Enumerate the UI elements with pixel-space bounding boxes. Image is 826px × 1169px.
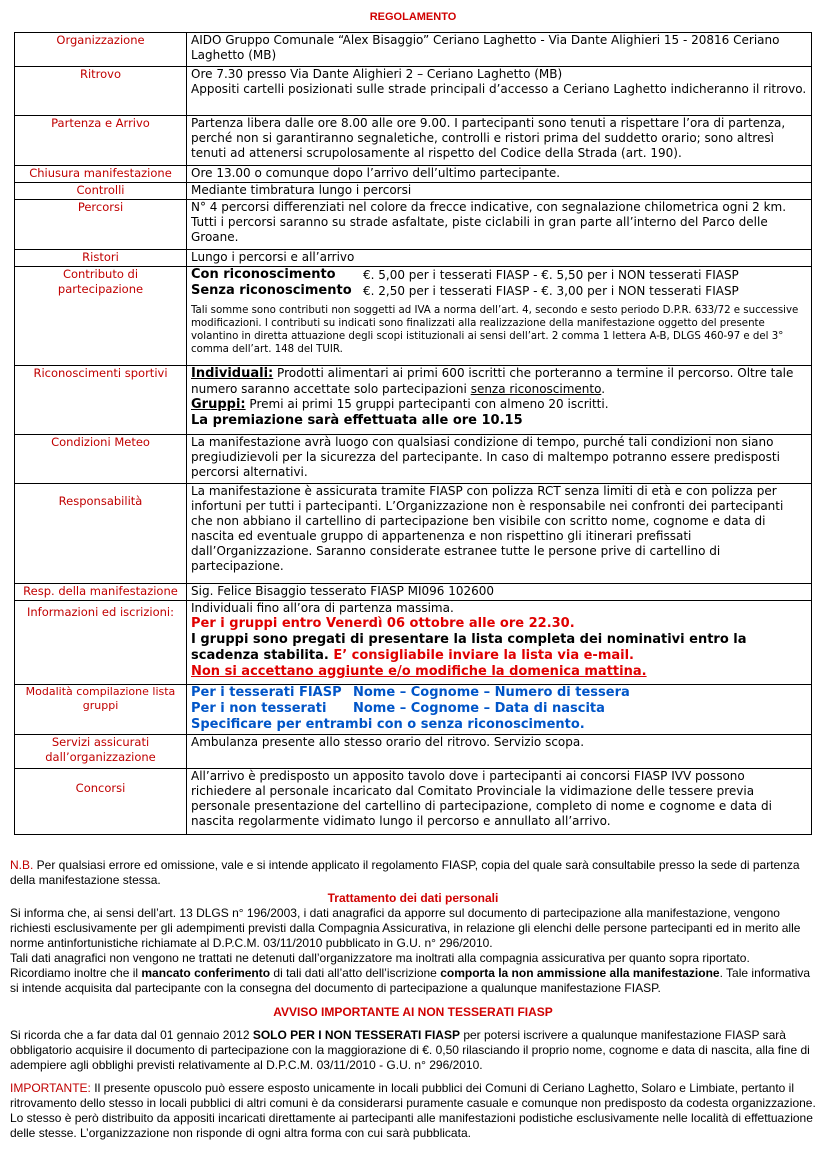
privacy-p3-d: comporta la non ammissione alla manifestazione	[440, 966, 720, 980]
modalita-r1-label: Per i tesserati FIASP	[191, 685, 342, 700]
row-label: Contributo di partecipazione	[15, 267, 187, 366]
table-row	[15, 435, 812, 484]
modalita-r2-value: Nome – Cognome – Data di nascita	[353, 701, 605, 716]
table-row	[15, 366, 812, 435]
informazioni-line-3	[191, 632, 807, 664]
privacy-heading: Trattamento dei dati personali	[327, 891, 499, 905]
row-label: Informazioni ed iscrizioni:	[15, 601, 187, 685]
gruppi-label: Gruppi:	[191, 397, 246, 412]
row-value: Ambulanza presente allo stesso orario del ritrovo. Servizio scopa.	[187, 735, 812, 769]
informazioni-line-3-email: E’ consigliabile inviare la lista via e-mail.	[328, 648, 634, 663]
avviso-heading: AVVISO IMPORTANTE AI NON TESSERATI FIASP	[273, 1005, 553, 1019]
row-label: Modalità compilazione lista gruppi	[15, 685, 187, 735]
row-value: Sig. Felice Bisaggio tesserato FIASP MI096 102600	[187, 584, 812, 601]
row-value	[187, 685, 812, 735]
regolamento-table	[14, 32, 812, 835]
row-value	[187, 366, 812, 435]
row-label: Concorsi	[15, 769, 187, 835]
row-value: La manifestazione avrà luogo con qualsiasi condizione di tempo, purché tali condizioni non siano pregiudizievoli per la sicurezza del partecipante. In caso di maltempo potranno essere predisposti percorsi alternativi.	[187, 435, 812, 484]
modalita-row-1	[191, 685, 807, 701]
table-row	[15, 166, 812, 183]
modalita-r1-value: Nome – Cognome – Numero di tessera	[353, 685, 630, 700]
row-label: Condizioni Meteo	[15, 435, 187, 484]
nb-note	[10, 858, 816, 888]
premiazione: La premiazione sarà effettuata alle ore 10.15	[191, 413, 523, 428]
table-row	[15, 685, 812, 735]
table-row	[15, 200, 812, 250]
avviso-p1-b: SOLO PER I NON TESSERATI FIASP	[252, 1028, 460, 1042]
contributo-note: Tali somme sono contributi non soggetti ad IVA a norma dell’art. 4, secondo e sesto periodo D.P.R. 633/72 e successive modificazioni. I contributi su indicati sono finalizzati alla realizzazione della manifestazione oggetto del presente volantino in diretta attuazione degli scopi istituzionali ai sensi dell’art. 2 comma 1 lettera A-B, DLGS 460-97 e del 3° comma dell’art. 148 del TUIR.	[191, 305, 799, 355]
document-title: REGOLAMENTO	[369, 11, 457, 23]
gruppi-text: Premi ai primi 15 gruppi partecipanti con almeno 20 iscritti.	[245, 397, 609, 411]
privacy-p3-a: Ricordiamo inoltre che il	[10, 966, 142, 980]
row-value: AIDO Gruppo Comunale “Alex Bisaggio” Ceriano Laghetto - Via Dante Alighieri 15 - 20816 Ceriano Laghetto (MB)	[187, 33, 812, 67]
table-row	[15, 601, 812, 685]
contributo-senza	[191, 283, 807, 299]
row-value: All’arrivo è predisposto un apposito tavolo dove i partecipanti ai concorsi FIASP IVV possono richiedere al personale incaricato dal Comitato Provinciale la vidimazione delle tessere previa personale presentazione del cartellino di partecipazione, completo di nome e cognome e data di nascita regolarmente vidimato lungo il percorso e annullato all’arrivo.	[187, 769, 812, 835]
privacy-p2: Tali dati anagrafici non vengono ne trattati ne detenuti dall’organizzatore ma inoltrati alla compagnia assicurativa per quanto sopra riportato.	[10, 951, 750, 965]
table-row	[15, 250, 812, 267]
importante-text: Il presente opuscolo può essere esposto unicamente in locali pubblici dei Comuni di Ceriano Laghetto, Solaro e Limbiate, pertanto il ritrovamento dello stesso in locali pubblici di altri comuni è da considerarsi puramente casuale e comunque non predisposto da codesta organizzazione. Lo stesso è però distribuito da appositi incaricati direttamente ai partecipanti alle manifestazioni podistiche esclusivamente nelle località di effettuazione delle stesse. L’organizzazione non risponde di ogni altra forma con cui sarà pubblicata.	[10, 1081, 816, 1140]
informazioni-line-3-text: I gruppi sono pregati di presentare la lista completa dei nominativi entro la scadenza stabilita.	[191, 632, 747, 663]
modalita-row-3: Specificare per entrambi con o senza riconoscimento.	[191, 717, 585, 732]
privacy-p1: Si informa che, ai sensi dell’art. 13 DLGS n° 196/2003, i dati anagrafici da apporre sul documento di partecipazione alla manifestazione, vengono richiesti esclusivamente per gli adempimenti previsti dalla Compagnia Assicurativa, in relazione gli elenchi delle persone partecipanti ed in merito alle norme antinfortunistiche richiamate al D.P.C.M. 03/11/2010 pubblicato in G.U. n° 296/2010.	[10, 906, 801, 950]
riconoscimenti-gruppi	[191, 397, 807, 413]
table-row	[15, 769, 812, 835]
contributo-con	[191, 267, 807, 283]
row-label: Resp. della manifestazione	[15, 584, 187, 601]
row-label: Partenza e Arrivo	[15, 116, 187, 166]
row-value	[187, 267, 812, 366]
informazioni-line-2: Per i gruppi entro Venerdì 06 ottobre alle ore 22.30.	[191, 616, 575, 631]
avviso-section	[10, 1005, 816, 1073]
row-value: Lungo i percorsi e all’arrivo	[187, 250, 812, 267]
avviso-p1	[10, 1028, 816, 1073]
row-label: Responsabilità	[15, 484, 187, 584]
avviso-p1-a: Si ricorda che a far data dal 01 gennaio 2012	[10, 1028, 253, 1042]
row-label: Ristori	[15, 250, 187, 267]
informazioni-line-4: Non si accettano aggiunte e/o modifiche la domenica mattina.	[191, 664, 647, 679]
individuali-text: Prodotti alimentari ai primi 600 iscritti che porteranno a termine il percorso. Oltre tale numero saranno accettate solo partecipazioni	[191, 366, 794, 396]
contributo-con-label: Con riconoscimento	[191, 267, 336, 282]
nb-label: N.B.	[10, 858, 34, 872]
row-value: Mediante timbratura lungo i percorsi	[187, 183, 812, 200]
row-label: Organizzazione	[15, 33, 187, 67]
contributo-senza-label: Senza riconoscimento	[191, 283, 352, 298]
privacy-p3-e: . Tale informativa si intende acquisita dal partecipante con la consegna del documento di partecipazione a qualunque manifestazione FIASP.	[10, 966, 811, 995]
row-label: Servizi assicurati dall’organizzazione	[15, 735, 187, 769]
table-row	[15, 584, 812, 601]
contributo-senza-value: €. 2,50 per i tesserati FIASP - €. 3,00 per i NON tesserati FIASP	[363, 284, 739, 298]
table-row	[15, 116, 812, 166]
row-label: Riconoscimenti sportivi	[15, 366, 187, 435]
row-value: La manifestazione è assicurata tramite FIASP con polizza RCT senza limiti di età e con polizza per infortuni per tutti i partecipanti. L’Organizzazione non è responsabile nei confronti dei partecipanti che non abbiano il cartellino di partecipazione ben visibile con scritto nome, cognome e data di nascita ed eventuale gruppo di appartenenza e non rispettino gli itinerari prefissati dall’Organizzazione. Saranno considerate estranee tutte le persone prive di cartellino di partecipazione.	[187, 484, 812, 584]
table-row	[15, 33, 812, 67]
importante-label: IMPORTANTE:	[10, 1081, 91, 1095]
individuali-label: Individuali:	[191, 366, 274, 381]
row-value	[187, 601, 812, 685]
table-row	[15, 67, 812, 116]
table-row	[15, 267, 812, 366]
privacy-section	[10, 891, 816, 996]
informazioni-line-1: Individuali fino all’ora di partenza massima.	[191, 601, 454, 615]
row-value: Partenza libera dalle ore 8.00 alle ore 9.00. I partecipanti sono tenuti a rispettare l’ora di partenza, perché non si garantiranno segnaletiche, controlli e ristori prima del suddetto orario; sono altresì tenuti ad attenersi scrupolosamente al rispetto del Codice della Strada (art. 190).	[187, 116, 812, 166]
avviso-p1-c: per potersi iscrivere a qualunque manifestazione FIASP sarà obbligatorio acquisire il documento di partecipazione con la maggiorazione di €. 0,50 rilasciando il proprio nome, cognome e data di nascita, alla fine di adempiere agli obblighi previsti relativamente al D.P.C.M. 03/11/2010 - G.U. n° 296/2010.	[10, 1028, 810, 1072]
table-row	[15, 183, 812, 200]
individuali-end: .	[601, 382, 606, 396]
row-value	[187, 67, 812, 116]
privacy-p3-b: mancato conferimento	[141, 966, 271, 980]
ritrovo-line-2: Appositi cartelli posizionati sulle strade principali d’accesso a Ceriano Laghetto indicheranno il ritrovo.	[191, 82, 807, 96]
modalita-row-2	[191, 701, 807, 717]
nb-text: Per qualsiasi errore ed omissione, vale e si intende applicato il regolamento FIASP, copia del quale sarà consultabile presso la sede di partenza della manifestazione stessa.	[10, 858, 800, 887]
riconoscimenti-individuali	[191, 366, 807, 397]
row-label: Chiusura manifestazione	[15, 166, 187, 183]
ritrovo-line-1: Ore 7.30 presso Via Dante Alighieri 2 – Ceriano Laghetto (MB)	[191, 67, 563, 81]
privacy-p3-c: di tali dati all’atto dell’iscrizione	[270, 966, 441, 980]
table-row	[15, 735, 812, 769]
modalita-r2-label: Per i non tesserati	[191, 701, 327, 716]
importante-note	[10, 1081, 816, 1141]
row-label: Ritrovo	[15, 67, 187, 116]
row-value: N° 4 percorsi differenziati nel colore da frecce indicative, con segnalazione chilometrica ogni 2 km. Tutti i percorsi saranno su strade asfaltate, piste ciclabili in gran parte all’interno del Parco delle Groane.	[187, 200, 812, 250]
contributo-con-value: €. 5,00 per i tesserati FIASP - €. 5,50 per i NON tesserati FIASP	[363, 268, 739, 282]
row-label: Controlli	[15, 183, 187, 200]
row-label: Percorsi	[15, 200, 187, 250]
table-row	[15, 484, 812, 584]
individuali-underline: senza riconoscimento	[470, 382, 602, 396]
privacy-p3	[10, 966, 816, 996]
row-value: Ore 13.00 o comunque dopo l’arrivo dell’ultimo partecipante.	[187, 166, 812, 183]
